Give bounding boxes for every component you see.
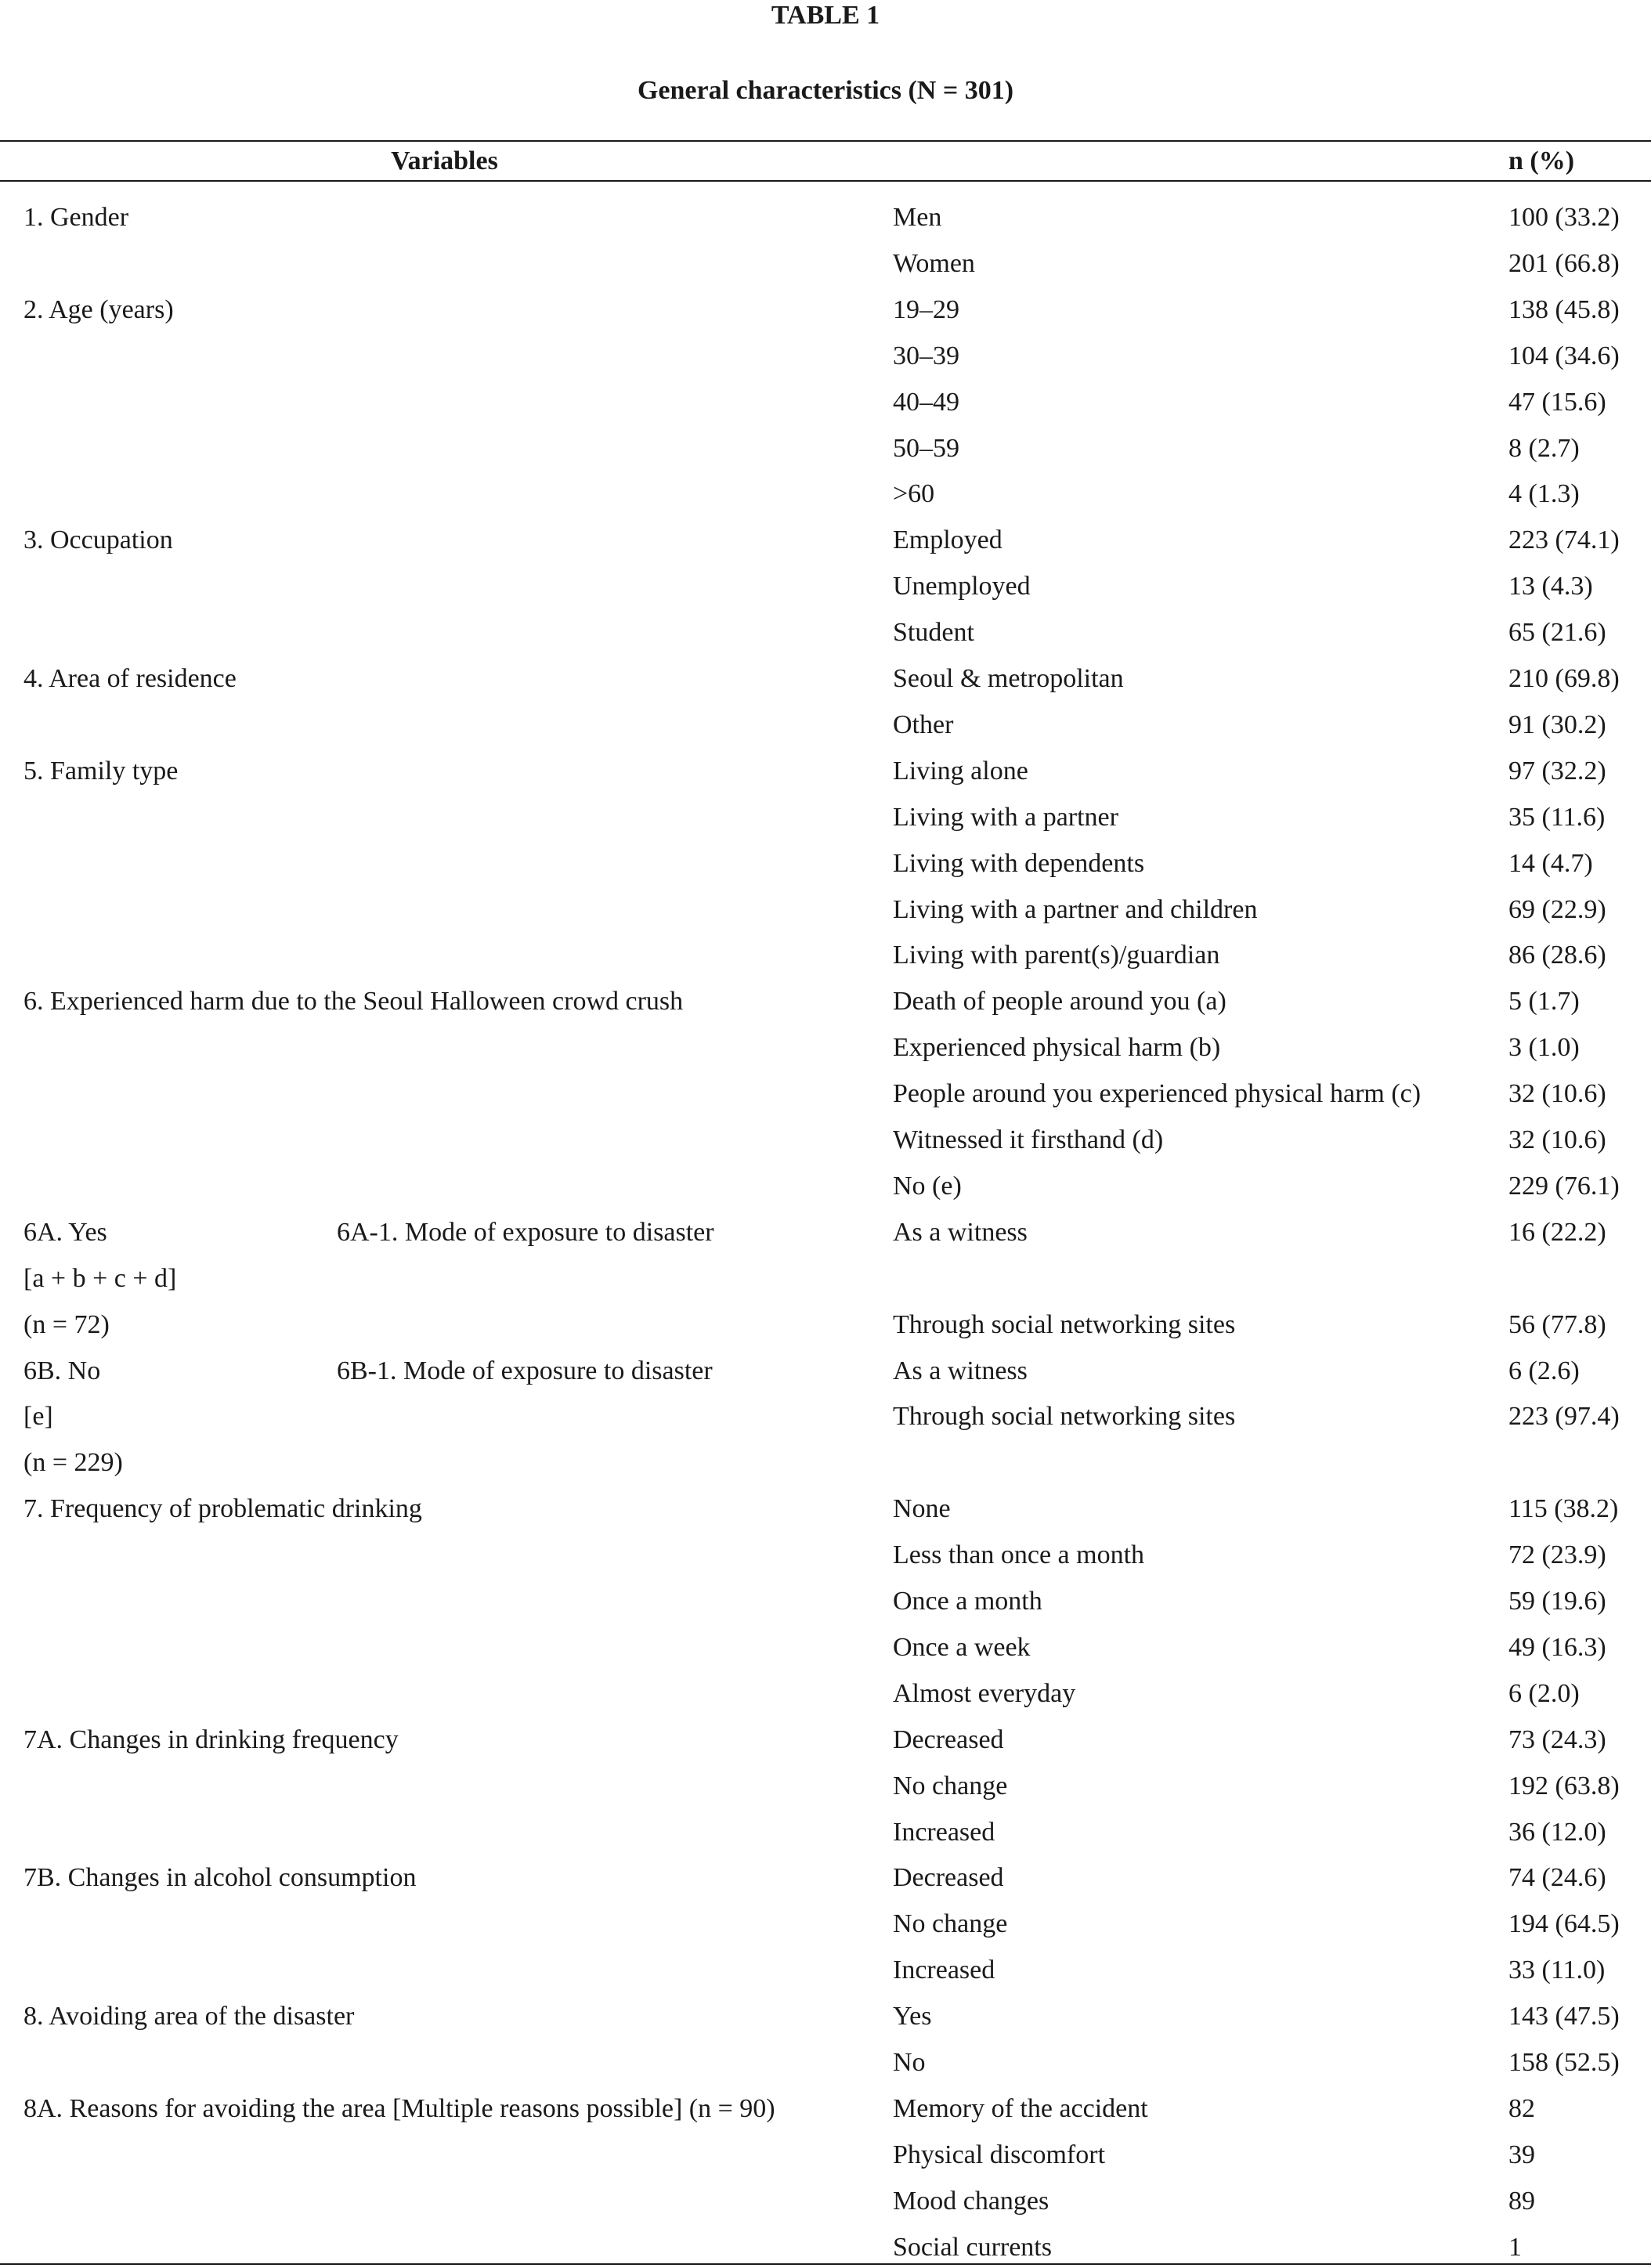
row-value: 229 (76.1): [1508, 1171, 1620, 1201]
row-variable: 6B. No: [23, 1356, 101, 1385]
row-variable: 7. Frequency of problematic drinking: [23, 1494, 422, 1524]
row-value: 49 (16.3): [1508, 1632, 1606, 1662]
row-category: Living with a partner: [893, 802, 1118, 832]
row-category: Seoul & metropolitan: [893, 664, 1124, 693]
row-value: 138 (45.8): [1508, 294, 1620, 324]
row-variable: (n = 72): [23, 1309, 110, 1339]
row-variable: 2. Age (years): [23, 294, 174, 324]
row-category: Student: [893, 618, 974, 648]
row-variable: [e]: [23, 1402, 53, 1432]
row-value: 1: [1508, 2232, 1522, 2262]
row-category: No (e): [893, 1171, 962, 1201]
row-value: 115 (38.2): [1508, 1494, 1619, 1524]
header-n-percent: n (%): [1508, 146, 1575, 175]
row-category: Living with a partner and children: [893, 894, 1258, 924]
row-value: 194 (64.5): [1508, 1909, 1620, 1939]
row-category: Decreased: [893, 1863, 1004, 1893]
row-category: Living alone: [893, 756, 1028, 785]
row-value: 8 (2.7): [1508, 433, 1580, 463]
row-category: Less than once a month: [893, 1540, 1145, 1570]
row-category: No: [893, 2048, 926, 2077]
row-category: Through social networking sites: [893, 1309, 1236, 1339]
row-value: 13 (4.3): [1508, 572, 1593, 601]
table-header-rule: [0, 180, 1651, 182]
row-value: 104 (34.6): [1508, 341, 1620, 370]
row-variable: 3. Occupation: [23, 525, 173, 555]
row-value: 56 (77.8): [1508, 1309, 1606, 1339]
row-category: Memory of the accident: [893, 2093, 1148, 2123]
row-category: Increased: [893, 1956, 995, 1985]
row-category: 40–49: [893, 387, 959, 417]
table-caption: General characteristics (N = 301): [637, 76, 1014, 105]
row-value: 143 (47.5): [1508, 2002, 1620, 2031]
row-value: 82: [1508, 2093, 1535, 2123]
row-category: Increased: [893, 1817, 995, 1847]
row-value: 223 (74.1): [1508, 525, 1620, 555]
row-variable: 6A. Yes: [23, 1217, 107, 1247]
row-category: Experienced physical harm (b): [893, 1033, 1221, 1063]
row-value: 65 (21.6): [1508, 618, 1606, 648]
row-category: Men: [893, 203, 942, 232]
row-category: Witnessed it firsthand (d): [893, 1125, 1164, 1154]
row-category: No change: [893, 1909, 1008, 1939]
row-value: 74 (24.6): [1508, 1863, 1606, 1893]
row-value: 86 (28.6): [1508, 941, 1606, 970]
row-value: 36 (12.0): [1508, 1817, 1606, 1847]
row-variable: 5. Family type: [23, 756, 179, 785]
row-category: Once a week: [893, 1632, 1031, 1662]
row-value: 4 (1.3): [1508, 479, 1580, 509]
header-variables: Variables: [391, 146, 498, 175]
row-value: 59 (19.6): [1508, 1587, 1606, 1616]
row-category: 30–39: [893, 341, 959, 370]
row-category: Social currents: [893, 2232, 1052, 2262]
row-category: People around you experienced physical harm (c): [893, 1079, 1422, 1109]
row-category: Through social networking sites: [893, 1402, 1236, 1432]
row-value: 223 (97.4): [1508, 1402, 1620, 1432]
table-bottom-rule: [0, 2263, 1651, 2265]
row-subvariable: 6B-1. Mode of exposure to disaster: [337, 1356, 713, 1385]
row-category: Almost everyday: [893, 1678, 1076, 1708]
row-variable: 7B. Changes in alcohol consumption: [23, 1863, 417, 1893]
row-value: 14 (4.7): [1508, 848, 1593, 878]
row-category: Physical discomfort: [893, 2140, 1106, 2169]
row-value: 35 (11.6): [1508, 802, 1606, 832]
row-value: 69 (22.9): [1508, 894, 1606, 924]
row-value: 73 (24.3): [1508, 1724, 1606, 1754]
row-variable: 8A. Reasons for avoiding the area [Multiple reasons possible] (n = 90): [23, 2093, 775, 2123]
row-value: 5 (1.7): [1508, 987, 1580, 1017]
row-category: 50–59: [893, 433, 959, 463]
row-variable: 7A. Changes in drinking frequency: [23, 1724, 399, 1754]
row-value: 201 (66.8): [1508, 248, 1620, 278]
row-category: Death of people around you (a): [893, 987, 1227, 1017]
row-value: 192 (63.8): [1508, 1771, 1620, 1800]
row-value: 47 (15.6): [1508, 387, 1606, 417]
row-value: 16 (22.2): [1508, 1217, 1606, 1247]
row-value: 210 (69.8): [1508, 664, 1620, 693]
row-value: 97 (32.2): [1508, 756, 1606, 785]
row-category: As a witness: [893, 1217, 1028, 1247]
table-label: TABLE 1: [771, 1, 880, 30]
row-value: 89: [1508, 2186, 1535, 2216]
row-category: No change: [893, 1771, 1008, 1800]
row-category: 19–29: [893, 294, 959, 324]
row-value: 6 (2.0): [1508, 1678, 1580, 1708]
row-category: Unemployed: [893, 572, 1031, 601]
row-value: 32 (10.6): [1508, 1125, 1606, 1154]
row-category: Women: [893, 248, 975, 278]
row-variable: 4. Area of residence: [23, 664, 237, 693]
row-variable: 8. Avoiding area of the disaster: [23, 2002, 355, 2031]
row-variable: 6. Experienced harm due to the Seoul Halloween crowd crush: [23, 987, 684, 1017]
row-category: Living with parent(s)/guardian: [893, 941, 1220, 970]
row-variable: (n = 229): [23, 1448, 123, 1478]
row-value: 3 (1.0): [1508, 1033, 1580, 1063]
row-category: >60: [893, 479, 935, 509]
row-value: 33 (11.0): [1508, 1956, 1606, 1985]
row-value: 158 (52.5): [1508, 2048, 1620, 2077]
row-category: Other: [893, 710, 954, 739]
table-top-rule: [0, 140, 1651, 142]
row-category: Living with dependents: [893, 848, 1145, 878]
row-category: None: [893, 1494, 951, 1524]
row-category: Yes: [893, 2002, 932, 2031]
row-variable: [a + b + c + d]: [23, 1263, 177, 1293]
row-category: Decreased: [893, 1724, 1004, 1754]
row-category: As a witness: [893, 1356, 1028, 1385]
row-value: 6 (2.6): [1508, 1356, 1580, 1385]
row-value: 39: [1508, 2140, 1535, 2169]
row-category: Mood changes: [893, 2186, 1049, 2216]
row-variable: 1. Gender: [23, 203, 129, 232]
row-value: 100 (33.2): [1508, 203, 1620, 232]
row-subvariable: 6A-1. Mode of exposure to disaster: [337, 1217, 714, 1247]
row-category: Once a month: [893, 1587, 1042, 1616]
row-value: 91 (30.2): [1508, 710, 1606, 739]
row-value: 32 (10.6): [1508, 1079, 1606, 1109]
row-category: Employed: [893, 525, 1003, 555]
row-value: 72 (23.9): [1508, 1540, 1606, 1570]
